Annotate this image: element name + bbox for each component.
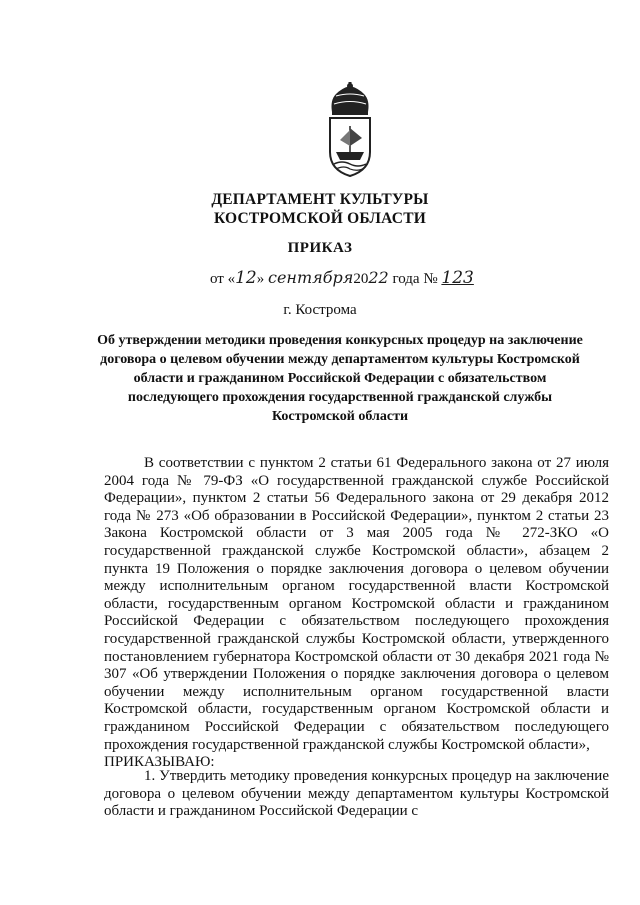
item-1-block	[104, 768, 609, 821]
date-quote-close: »	[256, 271, 265, 287]
order-title: ПРИКАЗ	[287, 240, 353, 256]
coat-of-arms-emblem	[322, 82, 378, 178]
year-prefix: 20	[353, 271, 369, 287]
year-word: года №	[392, 271, 438, 287]
preamble-block	[104, 455, 609, 772]
item-1-paragraph: 1. Утвердить методику проведения конкурсных процедур на заключение договора о целевом обучении между департаментом культуры Костромской области и гражданином Российской Федерации с	[104, 768, 609, 820]
department-name-line1: ДЕПАРТАМЕНТ КУЛЬТУРЫ	[211, 191, 429, 208]
date-day-handwritten: 12	[235, 268, 257, 288]
order-heading: Об утверждении методики проведения конкурсных процедур на заключение договора о целевом обучении между департаментом культуры Костромской области и гражданином Российской Федерации с обязательством последующего прохождения государственной гражданской службы Костромской области	[97, 333, 583, 424]
date-prefix: от «	[210, 271, 236, 287]
city-line: г. Кострома	[283, 302, 357, 318]
order-directive-word: ПРИКАЗЫВАЮ:	[104, 754, 215, 771]
year-suffix-handwritten: 22	[368, 268, 389, 287]
order-number-handwritten: 123	[441, 268, 474, 288]
date-month-handwritten: сентября	[268, 268, 354, 287]
preamble-paragraph: В соответствии с пунктом 2 статьи 61 Федерального закона от 27 июля 2004 года № 79-ФЗ «О государственной гражданской службе Российской Федерации», пунктом 2 статьи 56 Федерального закона от 29 декабря 2012 года № 273 «Об образовании в Российской Федерации», пунктом 2 статьи 23 Закона Костромской области от 3 мая 2005 года № 272-ЗКО «О государственной гражданской службе Костромской области», абзацем 2 пункта 19 Положения о порядке заключения договора о целевом обучении между исполнительным органом государственной власти Костромской области, государственным органом Костромской области и гражданином Российской Федерации с обязательством последующего прохождения государственной гражданской службы Костромской области, утвержденного постановлением губернатора Костромской области от 30 декабря 2021 года № 307 «Об утверждении Положения о порядке заключения договора о целевом обучении между исполнительным органом государственной власти Костромской области, государственным органом Костромской области и гражданином Российской Федерации с обязательством последующего прохождения государственной гражданской службы Костромской области»,	[104, 455, 609, 753]
order-date-line	[210, 268, 510, 288]
department-name-line2: КОСТРОМСКОЙ ОБЛАСТИ	[213, 210, 426, 227]
